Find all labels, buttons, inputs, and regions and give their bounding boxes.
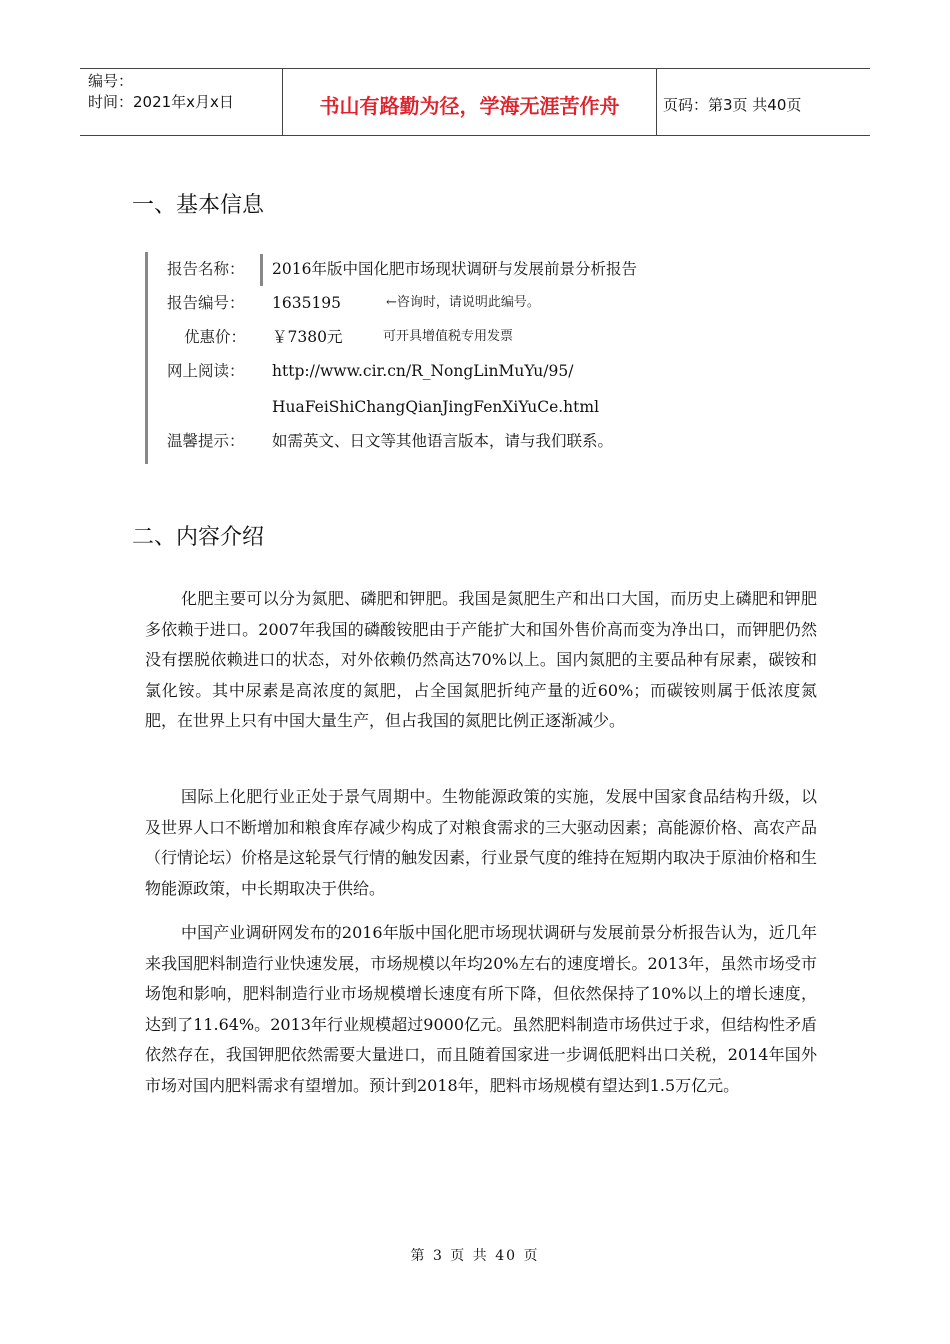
header-motto: 书山有路勤为径，学海无涯苦作舟 [283,69,657,135]
header-page-info: 页码：第3页 共40页 [663,95,802,114]
page-header [80,68,870,136]
info-row-report-name [148,252,788,286]
report-number-value: 1635195 [272,294,342,312]
info-row-online-read [148,354,788,388]
info-row-online-read-cont [148,390,788,424]
info-label: 网上阅读： [167,362,245,380]
number-label: 编号： [88,72,134,90]
section-title-content-intro: 二、内容介绍 [132,525,265,550]
info-row-tip [148,424,788,458]
online-read-link-cont[interactable]: HuaFeiShiChangQianJingFenXiYuCe.html [272,398,600,416]
info-label: 优惠价： [184,328,247,346]
report-name-value: 2016年版中国化肥市场现状调研与发展前景分析报告 [272,260,637,278]
price-value: ￥7380元 [272,328,343,346]
info-label: 报告编号： [167,294,245,312]
info-row-price [148,320,788,354]
basic-info-block [145,252,788,464]
paragraph-3: 中国产业调研网发布的2016年版中国化肥市场现状调研与发展前景分析报告认为，近几年来我国肥料制造行业快速发展，市场规模以年均20%左右的速度增长。2013年，虽然市场受市场饱和影响，肥料制造行业市场规模增长速度有所下降，但依然保持了10%以上的增长速度，达到了11.64%。2013年行业规模超过9000亿元。虽然肥料制造市场供过于求，但结构性矛盾依然存在，我国钾肥依然需要大量进口，而且随着国家进一步调低肥料出口关税，2014年国外市场对国内肥料需求有望增加。预计到2018年，肥料市场规模有望达到1.5万亿元。 [145,923,817,1095]
online-read-link[interactable]: http://www.cir.cn/R_NongLinMuYu/95/ [272,362,574,380]
page-footer: 第 3 页 共 40 页 [410,1248,540,1264]
tip-value: 如需英文、日文等其他语言版本，请与我们联系。 [272,432,614,450]
time-label: 时间：2021年x月x日 [88,93,234,111]
info-label: 报告名称： [167,260,245,278]
report-number-note: ←咨询时，请说明此编号。 [386,295,540,310]
price-note: 可开具增值税专用发票 [383,329,514,344]
info-row-report-number [148,286,788,320]
paragraph-2: 国际上化肥行业正处于景气周期中。生物能源政策的实施，发展中国家食品结构升级，以及世界人口不断增加和粮食库存减少构成了对粮食需求的三大驱动因素；高能源价格、高农产品（行情论坛）价格是这轮景气行情的触发因素，行业景气度的维持在短期内取决于原油价格和生物能源政策，中长期取决于供给。 [145,787,818,898]
info-label: 温馨提示： [167,432,245,450]
paragraph-1: 化肥主要可以分为氮肥、磷肥和钾肥。我国是氮肥生产和出口大国，而历史上磷肥和钾肥多依赖于进口。2007年我国的磷酸铵肥由于产能扩大和国外售价高而变为净出口，而钾肥仍然没有摆脱依赖进口的状态，对外依赖仍然高达70%以上。国内氮肥的主要品种有尿素，碳铵和氯化铵。其中尿素是高浓度的氮肥，占全国氮肥折纯产量的近60%；而碳铵则属于低浓度氮肥，在世界上只有中国大量生产，但占我国的氮肥比例正逐渐减少。 [145,589,817,730]
section-title-basic-info: 一、基本信息 [132,193,265,218]
header-meta [80,69,283,135]
